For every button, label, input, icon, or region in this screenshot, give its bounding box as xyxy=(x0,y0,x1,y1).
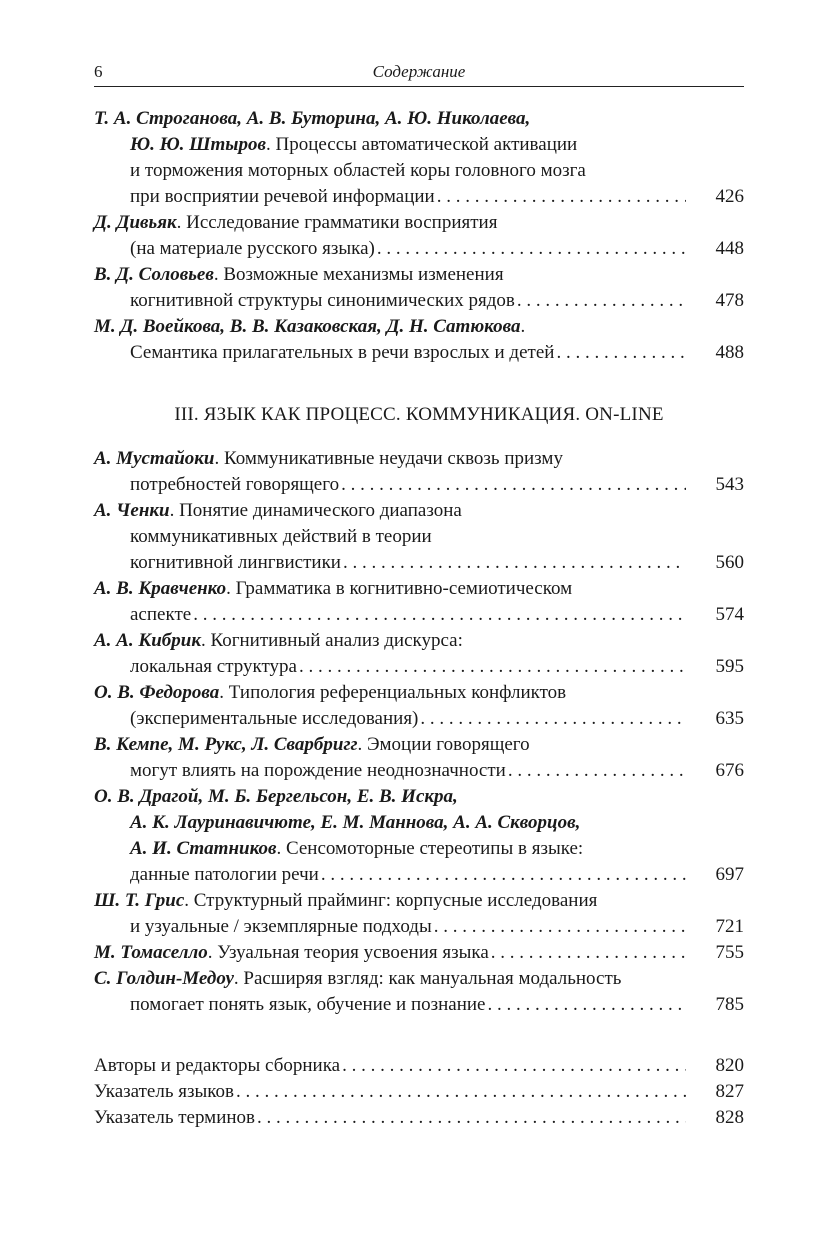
entry-author: О. В. Драгой, М. Б. Бергельсон, Е. В. Искра, xyxy=(94,786,458,807)
entry-title: Указатель терминов xyxy=(94,1107,256,1128)
entry-title: . Типология референциальных конфликтов xyxy=(219,682,567,703)
entry-page: 635 xyxy=(715,708,744,729)
toc-entry[interactable] xyxy=(94,262,744,314)
dot-leader xyxy=(488,992,687,1018)
dot-leader xyxy=(257,1105,686,1131)
toc-appendix-block xyxy=(94,1053,744,1131)
entry-page: 595 xyxy=(715,656,744,677)
entry-page: 488 xyxy=(715,342,744,363)
entry-title: Указатель языков xyxy=(94,1081,234,1102)
entry-page: 543 xyxy=(715,474,744,495)
toc-entry[interactable] xyxy=(94,106,744,210)
section-heading: III. ЯЗЫК КАК ПРОЦЕСС. КОММУНИКАЦИЯ. ON-LINE xyxy=(174,404,664,425)
dot-leader xyxy=(343,550,686,576)
dot-leader xyxy=(508,758,686,784)
toc-entry[interactable] xyxy=(94,784,744,888)
dot-leader xyxy=(437,184,686,210)
toc-entry[interactable] xyxy=(94,1105,744,1131)
entry-author: А. К. Лауринавичюте, Е. М. Маннова, А. А. Скворцов, xyxy=(130,812,581,833)
dot-leader xyxy=(193,602,686,628)
toc-entry[interactable] xyxy=(94,888,744,940)
toc-entry[interactable] xyxy=(94,576,744,628)
entry-page: 478 xyxy=(715,290,744,311)
entry-author: Ш. Т. Грис xyxy=(94,890,185,911)
entry-author: А. Ченки xyxy=(94,500,170,521)
entry-title: . Грамматика в когнитивно-семиотическом xyxy=(226,578,573,599)
entry-author: М. Томаселло xyxy=(94,942,208,963)
entry-page: 827 xyxy=(715,1081,744,1102)
entry-title: помогает понять язык, обучение и познание xyxy=(130,994,486,1015)
entry-author: А. И. Статников xyxy=(130,838,277,859)
toc-entry[interactable] xyxy=(94,446,744,498)
entry-title: . Исследование грамматики восприятия xyxy=(176,212,498,233)
dot-leader xyxy=(341,472,686,498)
dot-leader xyxy=(491,940,686,966)
entry-title: . xyxy=(520,316,526,337)
entry-title: . Процессы автоматической активации xyxy=(265,134,578,155)
toc-part2-block xyxy=(94,106,744,366)
running-title: Содержание xyxy=(372,62,466,81)
entry-title: когнитивной лингвистики xyxy=(130,552,341,573)
entry-page: 560 xyxy=(715,552,744,573)
entry-title: аспекте xyxy=(130,604,192,625)
entry-title: . Сенсомоторные стереотипы в языке: xyxy=(276,838,584,859)
toc-entry[interactable] xyxy=(94,940,744,966)
entry-author: М. Д. Воейкова, В. В. Казаковская, Д. Н. Сатюкова xyxy=(94,316,521,337)
entry-author: В. Кемпе, М. Рукс, Л. Сварбригг xyxy=(94,734,358,755)
entry-author: Ю. Ю. Штыров xyxy=(130,134,266,155)
dot-leader xyxy=(517,288,686,314)
dot-leader xyxy=(342,1053,686,1079)
dot-leader xyxy=(236,1079,686,1105)
toc-entry[interactable] xyxy=(94,1053,744,1079)
entry-author: Д. Дивьяк xyxy=(94,212,177,233)
entry-page: 426 xyxy=(715,186,744,207)
page-number: 6 xyxy=(94,62,103,81)
entry-page: 721 xyxy=(715,916,744,937)
entry-page: 828 xyxy=(715,1107,744,1128)
entry-title: . Возможные механизмы изменения xyxy=(213,264,504,285)
entry-title: Семантика прилагательных в речи взрослых и детей xyxy=(130,342,555,363)
running-header xyxy=(94,62,744,87)
toc-entry[interactable] xyxy=(94,1079,744,1105)
entry-title: когнитивной структуры синонимических рядов xyxy=(130,290,515,311)
entry-author: А. Мустайоки xyxy=(94,448,215,469)
entry-title: . Когнитивный анализ дискурса: xyxy=(200,630,463,651)
entry-title: Авторы и редакторы сборника xyxy=(94,1055,341,1076)
toc-entry[interactable] xyxy=(94,210,744,262)
entry-title: (на материале русского языка) xyxy=(130,238,375,259)
entry-page: 676 xyxy=(715,760,744,781)
entry-page: 785 xyxy=(715,994,744,1015)
entry-author: В. Д. Соловьев xyxy=(94,264,214,285)
entry-title: при восприятии речевой информации xyxy=(130,186,435,207)
dot-leader xyxy=(434,914,686,940)
dot-leader xyxy=(377,236,686,262)
entry-title: коммуникативных действий в теории xyxy=(130,526,432,547)
dot-leader xyxy=(299,654,686,680)
entry-title: потребностей говорящего xyxy=(130,474,340,495)
toc-entry[interactable] xyxy=(94,680,744,732)
entry-author: А. В. Кравченко xyxy=(94,578,227,599)
entry-author: А. А. Кибрик xyxy=(94,630,201,651)
entry-title: (экспериментальные исследования) xyxy=(130,708,419,729)
entry-author: Т. А. Строганова, А. В. Буторина, А. Ю. Николаева, xyxy=(94,108,531,129)
entry-page: 820 xyxy=(715,1055,744,1076)
dot-leader xyxy=(321,862,686,888)
toc-entry[interactable] xyxy=(94,628,744,680)
dot-leader xyxy=(420,706,686,732)
entry-page: 755 xyxy=(715,942,744,963)
entry-author: О. В. Федорова xyxy=(94,682,220,703)
toc-entry[interactable] xyxy=(94,498,744,576)
entry-title: могут влиять на порождение неоднозначности xyxy=(130,760,506,781)
entry-title: и узуальные / экземплярные подходы xyxy=(130,916,432,937)
entry-title: данные патологии речи xyxy=(130,864,319,885)
toc-entry[interactable] xyxy=(94,314,744,366)
entry-title: . Коммуникативные неудачи сквозь призму xyxy=(214,448,563,469)
entry-title: локальная структура xyxy=(130,656,297,677)
dot-leader xyxy=(556,340,686,366)
entry-page: 574 xyxy=(715,604,744,625)
entry-title: . Эмоции говорящего xyxy=(357,734,530,755)
entry-title: . Узуальная теория усвоения языка xyxy=(207,942,489,963)
toc-entry[interactable] xyxy=(94,732,744,784)
entry-title: . Понятие динамического диапазона xyxy=(169,500,462,521)
toc-part3-block xyxy=(94,446,744,1018)
entry-title: . Расширяя взгляд: как мануальная модальность xyxy=(233,968,622,989)
toc-entry[interactable] xyxy=(94,966,744,1018)
entry-page: 448 xyxy=(715,238,744,259)
entry-title: и торможения моторных областей коры головного мозга xyxy=(130,160,586,181)
entry-title: . Структурный прайминг: корпусные исследования xyxy=(184,890,598,911)
entry-author: С. Голдин-Медоу xyxy=(94,968,234,989)
entry-page: 697 xyxy=(715,864,744,885)
